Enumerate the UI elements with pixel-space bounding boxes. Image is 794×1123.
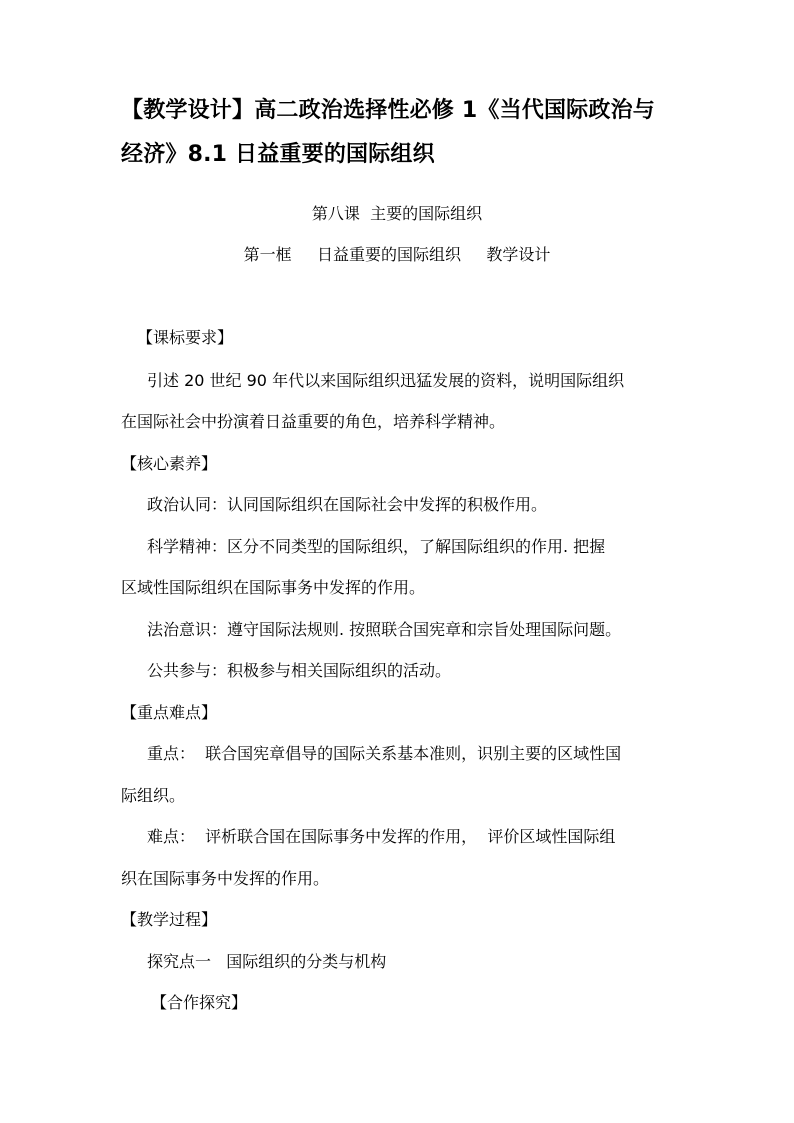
process-heading: 【教学过程】 (121, 910, 218, 929)
section-title: 第一框 日益重要的国际组织 教学设计 (243, 245, 551, 264)
keypoints-heading: 【重点难点】 (121, 703, 218, 722)
cooperate-heading: 【合作探究】 (151, 993, 248, 1012)
literacy-public: 公共参与：积极参与相关国际组织的活动。 (147, 661, 452, 680)
literacy-heading: 【核心素养】 (121, 454, 218, 473)
literacy-science-line-2: 区域性国际组织在国际事务中发挥的作用。 (121, 578, 426, 597)
explore-point-one: 探究点一 国际组织的分类与机构 (147, 952, 387, 971)
literacy-political: 政治认同：认同国际组织在国际社会中发挥的积极作用。 (147, 495, 548, 514)
difficult-points-line-2: 织在国际事务中发挥的作用。 (121, 869, 330, 888)
key-points-line-1: 重点： 联合国宪章倡导的国际关系基本准则，识别主要的区域性国 (147, 744, 622, 763)
document-title-line-1: 【教学设计】高二政治选择性必修 1《当代国际政治与 (121, 98, 655, 123)
lesson-title: 第八课 主要的国际组织 (311, 204, 483, 223)
key-points-line-2: 际组织。 (121, 786, 186, 805)
literacy-law: 法治意识：遵守国际法规则. 按照联合国宪章和宗旨处理国际问题。 (147, 620, 622, 639)
standards-paragraph-line-1: 引述 20 世纪 90 年代以来国际组织迅猛发展的资料，说明国际组织 (147, 371, 625, 390)
document-title-line-2: 经济》8.1 日益重要的国际组织 (121, 142, 435, 167)
standards-paragraph-line-2: 在国际社会中扮演着日益重要的角色，培养科学精神。 (121, 412, 506, 431)
difficult-points-line-1: 难点： 评析联合国在国际事务中发挥的作用， 评价区域性国际组 (147, 827, 616, 846)
literacy-science-line-1: 科学精神：区分不同类型的国际组织，了解国际组织的作用. 把握 (147, 537, 606, 556)
standards-heading: 【课标要求】 (137, 328, 234, 347)
